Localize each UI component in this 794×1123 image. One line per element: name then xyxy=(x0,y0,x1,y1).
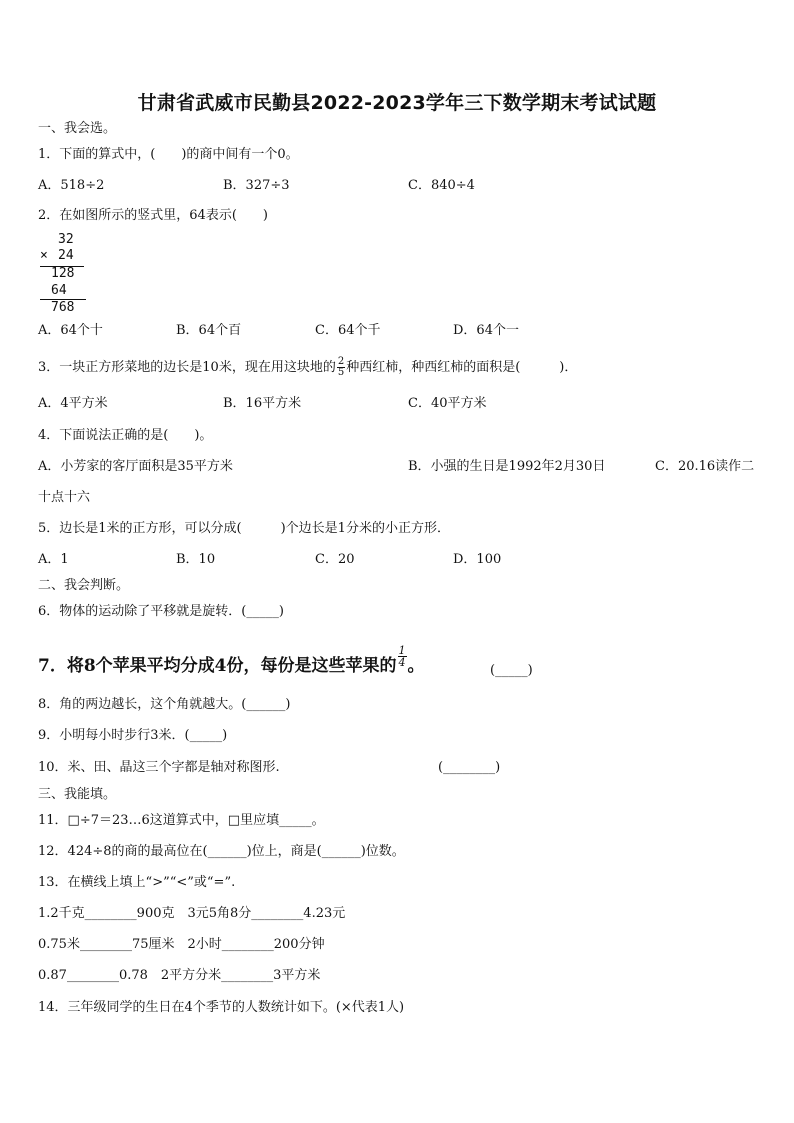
q7-text-after: 。 xyxy=(407,656,425,676)
question-7-stem xyxy=(38,644,425,678)
q3-text-after: 种西红柿，种西红柿的面积是( )． xyxy=(346,360,578,375)
fraction-two-fifths xyxy=(337,357,345,378)
q10-answer-blank[interactable]: (________) xyxy=(438,760,501,775)
q2-option-c[interactable]: C．64个千 xyxy=(315,323,381,338)
q2-option-b[interactable]: B．64个百 xyxy=(176,323,242,338)
q4-option-c[interactable]: C．20.16读作二 xyxy=(655,459,755,474)
vertical-row-3: 128 xyxy=(51,266,75,281)
q3-option-b[interactable]: B．16平方米 xyxy=(223,396,302,411)
q4-option-a[interactable]: A．小芳家的客厅面积是35平方米 xyxy=(38,459,233,474)
question-14: 14．三年级同学的生日在4个季节的人数统计如下。(×代表1人) xyxy=(38,1000,405,1015)
question-5-stem: 5．边长是1米的正方形，可以分成( )个边长是1分米的小正方形． xyxy=(38,521,450,536)
fraction-numerator: 1 xyxy=(398,644,406,657)
q5-option-a[interactable]: A．1 xyxy=(38,552,69,567)
q5-option-c[interactable]: C．20 xyxy=(315,552,355,567)
question-11: 11．□÷7＝23…6这道算式中，□里应填_____。 xyxy=(38,813,325,828)
question-13-stem: 13．在横线上填上“>”“<”或“=”. xyxy=(38,875,236,890)
vertical-row-4: 64 xyxy=(51,283,67,298)
q1-option-a[interactable]: A．518÷2 xyxy=(38,178,105,193)
q4-option-b[interactable]: B．小强的生日是1992年2月30日 xyxy=(408,459,606,474)
question-1-stem: 1．下面的算式中，( )的商中间有一个0。 xyxy=(38,147,299,162)
q2-option-a[interactable]: A．64个十 xyxy=(38,323,103,338)
section-2-heading: 二、我会判断。 xyxy=(38,578,130,593)
question-9: 9．小明每小时步行3米．(_____) xyxy=(38,728,228,743)
page-title: 甘肃省武威市民勤县2022-2023学年三下数学期末考试试题 xyxy=(137,92,657,114)
question-12: 12．424÷8的商的最高位在(______)位上，商是(______)位数。 xyxy=(38,844,405,859)
question-8: 8．角的两边越长，这个角就越大。(______) xyxy=(38,697,291,712)
q7-text-before: 7．将8个苹果平均分成4份，每份是这些苹果的 xyxy=(38,656,397,676)
q1-option-c[interactable]: C．840÷4 xyxy=(408,178,475,193)
question-6: 6．物体的运动除了平移就是旋转．(_____) xyxy=(38,604,284,619)
q1-option-b[interactable]: B．327÷3 xyxy=(223,178,290,193)
q5-option-b[interactable]: B．10 xyxy=(176,552,216,567)
q3-text-before: 3．一块正方形菜地的边长是10米，现在用这块地的 xyxy=(38,360,336,375)
vertical-row-1: 32 xyxy=(58,232,74,247)
question-2-stem: 2．在如图所示的竖式里，64表示( ) xyxy=(38,208,268,223)
q3-option-c[interactable]: C．40平方米 xyxy=(408,396,487,411)
q2-option-d[interactable]: D．64个一 xyxy=(453,323,519,338)
section-3-heading: 三、我能填。 xyxy=(38,787,117,802)
times-sign: × xyxy=(40,248,48,263)
question-4-stem: 4．下面说法正确的是( )。 xyxy=(38,428,213,443)
q13-row-2: 0.75米________75厘米 2小时________200分钟 xyxy=(38,937,325,952)
fraction-denominator: 5 xyxy=(337,367,345,378)
q13-row-1: 1.2千克________900克 3元5角8分________4.23元 xyxy=(38,906,346,921)
q13-row-3: 0.87________0.78 2平方分米________3平方米 xyxy=(38,968,321,983)
q5-option-d[interactable]: D．100 xyxy=(453,552,502,567)
section-1-heading: 一、我会选。 xyxy=(38,121,117,136)
fraction-denominator: 4 xyxy=(398,656,406,669)
question-10-stem: 10．米、田、晶这三个字都是轴对称图形. xyxy=(38,760,280,775)
question-3-stem xyxy=(38,357,577,378)
vertical-row-2: 24 xyxy=(58,248,74,263)
q7-answer-blank[interactable]: (_____) xyxy=(490,663,533,678)
fraction-one-quarter xyxy=(398,645,407,668)
q4-option-c-continued: 十点十六 xyxy=(38,490,91,505)
fraction-numerator: 2 xyxy=(337,356,345,367)
vertical-row-5: 768 xyxy=(51,300,75,315)
q3-option-a[interactable]: A．4平方米 xyxy=(38,396,108,411)
